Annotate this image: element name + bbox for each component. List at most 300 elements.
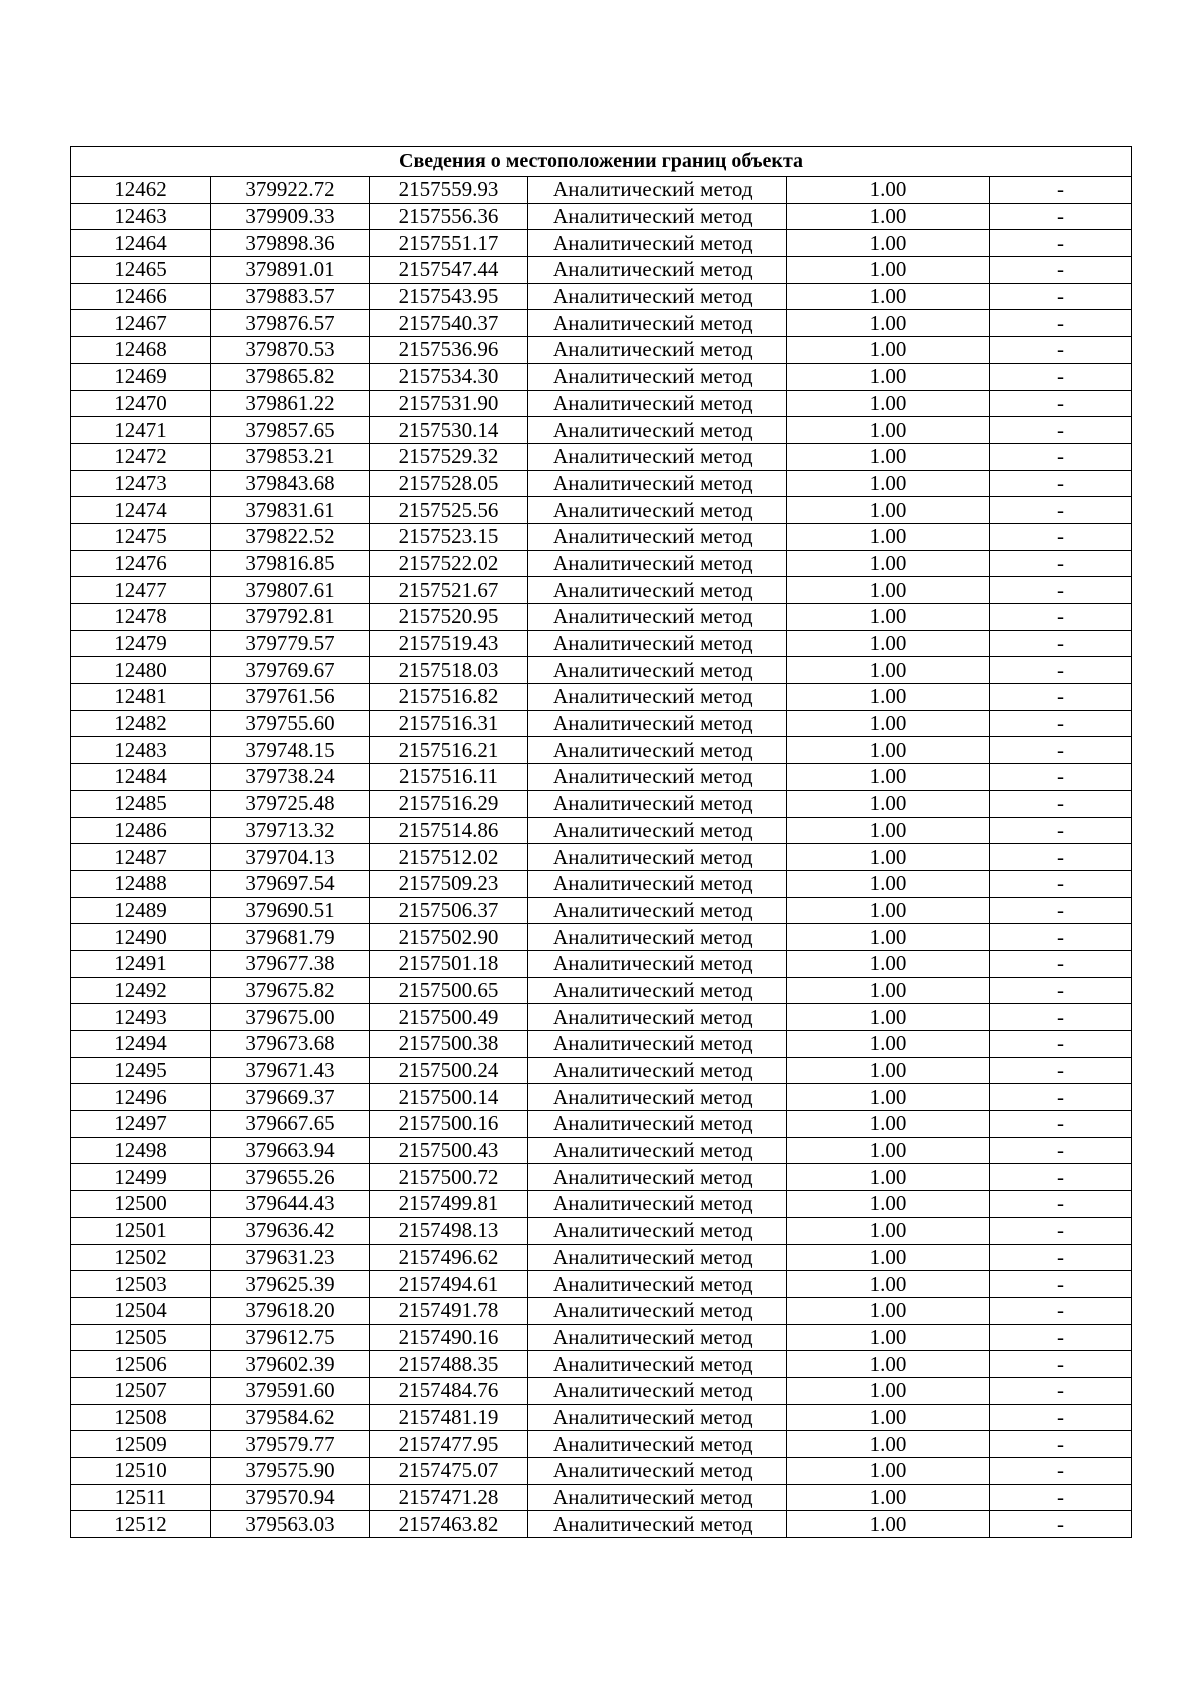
point-number-cell: 12462 <box>71 177 211 204</box>
x-coordinate-cell: 379725.48 <box>211 790 370 817</box>
description-cell: - <box>990 443 1132 470</box>
point-number-cell: 12485 <box>71 790 211 817</box>
x-coordinate-cell: 379675.00 <box>211 1004 370 1031</box>
method-cell: Аналитический метод <box>528 1217 787 1244</box>
x-coordinate-cell: 379704.13 <box>211 844 370 871</box>
y-coordinate-cell: 2157500.24 <box>370 1057 528 1084</box>
x-coordinate-cell: 379584.62 <box>211 1404 370 1431</box>
description-cell: - <box>990 1084 1132 1111</box>
description-cell: - <box>990 390 1132 417</box>
x-coordinate-cell: 379655.26 <box>211 1164 370 1191</box>
description-cell: - <box>990 1404 1132 1431</box>
point-number-cell: 12493 <box>71 1004 211 1031</box>
table-title-row <box>71 147 1132 177</box>
y-coordinate-cell: 2157500.49 <box>370 1004 528 1031</box>
accuracy-cell: 1.00 <box>787 443 990 470</box>
y-coordinate-cell: 2157530.14 <box>370 417 528 444</box>
accuracy-cell: 1.00 <box>787 1191 990 1218</box>
description-cell: - <box>990 710 1132 737</box>
y-coordinate-cell: 2157523.15 <box>370 523 528 550</box>
accuracy-cell: 1.00 <box>787 737 990 764</box>
point-number-cell: 12463 <box>71 203 211 230</box>
table-row <box>71 390 1132 417</box>
y-coordinate-cell: 2157500.16 <box>370 1111 528 1138</box>
y-coordinate-cell: 2157519.43 <box>370 630 528 657</box>
point-number-cell: 12491 <box>71 950 211 977</box>
method-cell: Аналитический метод <box>528 1458 787 1485</box>
table-row <box>71 363 1132 390</box>
x-coordinate-cell: 379602.39 <box>211 1351 370 1378</box>
table-row <box>71 790 1132 817</box>
y-coordinate-cell: 2157500.65 <box>370 977 528 1004</box>
table-row <box>71 1137 1132 1164</box>
accuracy-cell: 1.00 <box>787 177 990 204</box>
table-row <box>71 257 1132 284</box>
y-coordinate-cell: 2157551.17 <box>370 230 528 257</box>
y-coordinate-cell: 2157500.14 <box>370 1084 528 1111</box>
method-cell: Аналитический метод <box>528 790 787 817</box>
accuracy-cell: 1.00 <box>787 1057 990 1084</box>
description-cell: - <box>990 1511 1132 1538</box>
description-cell: - <box>990 870 1132 897</box>
table-row <box>71 1271 1132 1298</box>
x-coordinate-cell: 379591.60 <box>211 1377 370 1404</box>
method-cell: Аналитический метод <box>528 177 787 204</box>
description-cell: - <box>990 177 1132 204</box>
point-number-cell: 12486 <box>71 817 211 844</box>
accuracy-cell: 1.00 <box>787 604 990 631</box>
method-cell: Аналитический метод <box>528 1351 787 1378</box>
accuracy-cell: 1.00 <box>787 870 990 897</box>
y-coordinate-cell: 2157500.43 <box>370 1137 528 1164</box>
accuracy-cell: 1.00 <box>787 1004 990 1031</box>
point-number-cell: 12473 <box>71 470 211 497</box>
y-coordinate-cell: 2157471.28 <box>370 1484 528 1511</box>
accuracy-cell: 1.00 <box>787 1111 990 1138</box>
accuracy-cell: 1.00 <box>787 1351 990 1378</box>
table-row <box>71 897 1132 924</box>
description-cell: - <box>990 1244 1132 1271</box>
table-row <box>71 737 1132 764</box>
table-row <box>71 1511 1132 1538</box>
accuracy-cell: 1.00 <box>787 1164 990 1191</box>
description-cell: - <box>990 1484 1132 1511</box>
description-cell: - <box>990 1137 1132 1164</box>
description-cell: - <box>990 630 1132 657</box>
point-number-cell: 12497 <box>71 1111 211 1138</box>
description-cell: - <box>990 283 1132 310</box>
table-row <box>71 337 1132 364</box>
description-cell: - <box>990 737 1132 764</box>
method-cell: Аналитический метод <box>528 684 787 711</box>
method-cell: Аналитический метод <box>528 817 787 844</box>
x-coordinate-cell: 379883.57 <box>211 283 370 310</box>
method-cell: Аналитический метод <box>528 443 787 470</box>
point-number-cell: 12465 <box>71 257 211 284</box>
accuracy-cell: 1.00 <box>787 1511 990 1538</box>
x-coordinate-cell: 379675.82 <box>211 977 370 1004</box>
point-number-cell: 12487 <box>71 844 211 871</box>
x-coordinate-cell: 379748.15 <box>211 737 370 764</box>
description-cell: - <box>990 1217 1132 1244</box>
x-coordinate-cell: 379669.37 <box>211 1084 370 1111</box>
point-number-cell: 12505 <box>71 1324 211 1351</box>
description-cell: - <box>990 203 1132 230</box>
x-coordinate-cell: 379857.65 <box>211 417 370 444</box>
point-number-cell: 12490 <box>71 924 211 951</box>
accuracy-cell: 1.00 <box>787 897 990 924</box>
point-number-cell: 12511 <box>71 1484 211 1511</box>
method-cell: Аналитический метод <box>528 1191 787 1218</box>
table-row <box>71 177 1132 204</box>
x-coordinate-cell: 379807.61 <box>211 577 370 604</box>
table-row <box>71 870 1132 897</box>
point-number-cell: 12509 <box>71 1431 211 1458</box>
method-cell: Аналитический метод <box>528 870 787 897</box>
accuracy-cell: 1.00 <box>787 257 990 284</box>
y-coordinate-cell: 2157529.32 <box>370 443 528 470</box>
y-coordinate-cell: 2157516.21 <box>370 737 528 764</box>
description-cell: - <box>990 1271 1132 1298</box>
y-coordinate-cell: 2157498.13 <box>370 1217 528 1244</box>
y-coordinate-cell: 2157475.07 <box>370 1458 528 1485</box>
x-coordinate-cell: 379677.38 <box>211 950 370 977</box>
method-cell: Аналитический метод <box>528 523 787 550</box>
accuracy-cell: 1.00 <box>787 790 990 817</box>
table-row <box>71 630 1132 657</box>
accuracy-cell: 1.00 <box>787 310 990 337</box>
accuracy-cell: 1.00 <box>787 1297 990 1324</box>
point-number-cell: 12464 <box>71 230 211 257</box>
description-cell: - <box>990 310 1132 337</box>
y-coordinate-cell: 2157547.44 <box>370 257 528 284</box>
description-cell: - <box>990 817 1132 844</box>
method-cell: Аналитический метод <box>528 1084 787 1111</box>
accuracy-cell: 1.00 <box>787 1431 990 1458</box>
y-coordinate-cell: 2157490.16 <box>370 1324 528 1351</box>
point-number-cell: 12467 <box>71 310 211 337</box>
method-cell: Аналитический метод <box>528 1324 787 1351</box>
x-coordinate-cell: 379663.94 <box>211 1137 370 1164</box>
x-coordinate-cell: 379673.68 <box>211 1031 370 1058</box>
y-coordinate-cell: 2157516.29 <box>370 790 528 817</box>
x-coordinate-cell: 379792.81 <box>211 604 370 631</box>
x-coordinate-cell: 379713.32 <box>211 817 370 844</box>
description-cell: - <box>990 257 1132 284</box>
point-number-cell: 12512 <box>71 1511 211 1538</box>
y-coordinate-cell: 2157536.96 <box>370 337 528 364</box>
x-coordinate-cell: 379575.90 <box>211 1458 370 1485</box>
table-row <box>71 1191 1132 1218</box>
y-coordinate-cell: 2157502.90 <box>370 924 528 951</box>
description-cell: - <box>990 1164 1132 1191</box>
accuracy-cell: 1.00 <box>787 1404 990 1431</box>
accuracy-cell: 1.00 <box>787 337 990 364</box>
y-coordinate-cell: 2157494.61 <box>370 1271 528 1298</box>
x-coordinate-cell: 379816.85 <box>211 550 370 577</box>
point-number-cell: 12468 <box>71 337 211 364</box>
accuracy-cell: 1.00 <box>787 523 990 550</box>
method-cell: Аналитический метод <box>528 844 787 871</box>
method-cell: Аналитический метод <box>528 1137 787 1164</box>
accuracy-cell: 1.00 <box>787 1324 990 1351</box>
method-cell: Аналитический метод <box>528 203 787 230</box>
description-cell: - <box>990 764 1132 791</box>
x-coordinate-cell: 379631.23 <box>211 1244 370 1271</box>
method-cell: Аналитический метод <box>528 1431 787 1458</box>
method-cell: Аналитический метод <box>528 1031 787 1058</box>
table-row <box>71 1004 1132 1031</box>
point-number-cell: 12489 <box>71 897 211 924</box>
table-row <box>71 1111 1132 1138</box>
y-coordinate-cell: 2157525.56 <box>370 497 528 524</box>
point-number-cell: 12478 <box>71 604 211 631</box>
x-coordinate-cell: 379681.79 <box>211 924 370 951</box>
y-coordinate-cell: 2157518.03 <box>370 657 528 684</box>
accuracy-cell: 1.00 <box>787 230 990 257</box>
table-row <box>71 230 1132 257</box>
accuracy-cell: 1.00 <box>787 924 990 951</box>
accuracy-cell: 1.00 <box>787 470 990 497</box>
description-cell: - <box>990 1297 1132 1324</box>
accuracy-cell: 1.00 <box>787 1084 990 1111</box>
accuracy-cell: 1.00 <box>787 1484 990 1511</box>
accuracy-cell: 1.00 <box>787 657 990 684</box>
y-coordinate-cell: 2157477.95 <box>370 1431 528 1458</box>
accuracy-cell: 1.00 <box>787 1137 990 1164</box>
y-coordinate-cell: 2157484.76 <box>370 1377 528 1404</box>
accuracy-cell: 1.00 <box>787 764 990 791</box>
accuracy-cell: 1.00 <box>787 1244 990 1271</box>
y-coordinate-cell: 2157559.93 <box>370 177 528 204</box>
method-cell: Аналитический метод <box>528 630 787 657</box>
point-number-cell: 12508 <box>71 1404 211 1431</box>
method-cell: Аналитический метод <box>528 1511 787 1538</box>
accuracy-cell: 1.00 <box>787 950 990 977</box>
accuracy-cell: 1.00 <box>787 977 990 1004</box>
point-number-cell: 12499 <box>71 1164 211 1191</box>
point-number-cell: 12482 <box>71 710 211 737</box>
x-coordinate-cell: 379755.60 <box>211 710 370 737</box>
x-coordinate-cell: 379625.39 <box>211 1271 370 1298</box>
description-cell: - <box>990 897 1132 924</box>
table-row <box>71 710 1132 737</box>
y-coordinate-cell: 2157491.78 <box>370 1297 528 1324</box>
description-cell: - <box>990 1351 1132 1378</box>
accuracy-cell: 1.00 <box>787 817 990 844</box>
accuracy-cell: 1.00 <box>787 283 990 310</box>
y-coordinate-cell: 2157514.86 <box>370 817 528 844</box>
y-coordinate-cell: 2157521.67 <box>370 577 528 604</box>
x-coordinate-cell: 379861.22 <box>211 390 370 417</box>
y-coordinate-cell: 2157520.95 <box>370 604 528 631</box>
x-coordinate-cell: 379870.53 <box>211 337 370 364</box>
point-number-cell: 12469 <box>71 363 211 390</box>
description-cell: - <box>990 577 1132 604</box>
table-row <box>71 1217 1132 1244</box>
point-number-cell: 12476 <box>71 550 211 577</box>
y-coordinate-cell: 2157516.11 <box>370 764 528 791</box>
table-row <box>71 844 1132 871</box>
y-coordinate-cell: 2157543.95 <box>370 283 528 310</box>
table-row <box>71 1404 1132 1431</box>
x-coordinate-cell: 379865.82 <box>211 363 370 390</box>
method-cell: Аналитический метод <box>528 283 787 310</box>
y-coordinate-cell: 2157496.62 <box>370 1244 528 1271</box>
point-number-cell: 12494 <box>71 1031 211 1058</box>
table-row <box>71 497 1132 524</box>
description-cell: - <box>990 550 1132 577</box>
description-cell: - <box>990 1031 1132 1058</box>
description-cell: - <box>990 363 1132 390</box>
accuracy-cell: 1.00 <box>787 390 990 417</box>
x-coordinate-cell: 379738.24 <box>211 764 370 791</box>
point-number-cell: 12471 <box>71 417 211 444</box>
table-row <box>71 1244 1132 1271</box>
method-cell: Аналитический метод <box>528 363 787 390</box>
x-coordinate-cell: 379922.72 <box>211 177 370 204</box>
method-cell: Аналитический метод <box>528 257 787 284</box>
y-coordinate-cell: 2157528.05 <box>370 470 528 497</box>
accuracy-cell: 1.00 <box>787 1217 990 1244</box>
point-number-cell: 12498 <box>71 1137 211 1164</box>
description-cell: - <box>990 497 1132 524</box>
y-coordinate-cell: 2157522.02 <box>370 550 528 577</box>
table-row <box>71 1031 1132 1058</box>
x-coordinate-cell: 379644.43 <box>211 1191 370 1218</box>
table-row <box>71 1458 1132 1485</box>
x-coordinate-cell: 379570.94 <box>211 1484 370 1511</box>
description-cell: - <box>990 337 1132 364</box>
method-cell: Аналитический метод <box>528 1244 787 1271</box>
y-coordinate-cell: 2157488.35 <box>370 1351 528 1378</box>
x-coordinate-cell: 379843.68 <box>211 470 370 497</box>
description-cell: - <box>990 1004 1132 1031</box>
y-coordinate-cell: 2157481.19 <box>370 1404 528 1431</box>
description-cell: - <box>990 523 1132 550</box>
method-cell: Аналитический метод <box>528 924 787 951</box>
y-coordinate-cell: 2157509.23 <box>370 870 528 897</box>
method-cell: Аналитический метод <box>528 1004 787 1031</box>
method-cell: Аналитический метод <box>528 1111 787 1138</box>
x-coordinate-cell: 379891.01 <box>211 257 370 284</box>
point-number-cell: 12470 <box>71 390 211 417</box>
description-cell: - <box>990 684 1132 711</box>
point-number-cell: 12503 <box>71 1271 211 1298</box>
point-number-cell: 12492 <box>71 977 211 1004</box>
accuracy-cell: 1.00 <box>787 1458 990 1485</box>
point-number-cell: 12480 <box>71 657 211 684</box>
method-cell: Аналитический метод <box>528 710 787 737</box>
description-cell: - <box>990 844 1132 871</box>
table-row <box>71 283 1132 310</box>
method-cell: Аналитический метод <box>528 230 787 257</box>
method-cell: Аналитический метод <box>528 657 787 684</box>
method-cell: Аналитический метод <box>528 497 787 524</box>
table-row <box>71 1084 1132 1111</box>
y-coordinate-cell: 2157506.37 <box>370 897 528 924</box>
accuracy-cell: 1.00 <box>787 363 990 390</box>
description-cell: - <box>990 417 1132 444</box>
table-row <box>71 924 1132 951</box>
y-coordinate-cell: 2157531.90 <box>370 390 528 417</box>
accuracy-cell: 1.00 <box>787 1031 990 1058</box>
method-cell: Аналитический метод <box>528 390 787 417</box>
y-coordinate-cell: 2157540.37 <box>370 310 528 337</box>
table-title: Сведения о местоположении границ объекта <box>71 147 1132 177</box>
method-cell: Аналитический метод <box>528 310 787 337</box>
y-coordinate-cell: 2157516.82 <box>370 684 528 711</box>
description-cell: - <box>990 1458 1132 1485</box>
method-cell: Аналитический метод <box>528 977 787 1004</box>
accuracy-cell: 1.00 <box>787 844 990 871</box>
method-cell: Аналитический метод <box>528 337 787 364</box>
point-number-cell: 12502 <box>71 1244 211 1271</box>
point-number-cell: 12504 <box>71 1297 211 1324</box>
table-row <box>71 470 1132 497</box>
x-coordinate-cell: 379612.75 <box>211 1324 370 1351</box>
method-cell: Аналитический метод <box>528 1057 787 1084</box>
description-cell: - <box>990 1111 1132 1138</box>
table-row <box>71 1484 1132 1511</box>
point-number-cell: 12501 <box>71 1217 211 1244</box>
table-row <box>71 417 1132 444</box>
table-row <box>71 817 1132 844</box>
y-coordinate-cell: 2157500.72 <box>370 1164 528 1191</box>
y-coordinate-cell: 2157501.18 <box>370 950 528 977</box>
method-cell: Аналитический метод <box>528 1271 787 1298</box>
accuracy-cell: 1.00 <box>787 1271 990 1298</box>
x-coordinate-cell: 379831.61 <box>211 497 370 524</box>
point-number-cell: 12474 <box>71 497 211 524</box>
table-body <box>71 177 1132 1538</box>
point-number-cell: 12500 <box>71 1191 211 1218</box>
description-cell: - <box>990 604 1132 631</box>
y-coordinate-cell: 2157499.81 <box>370 1191 528 1218</box>
table-row <box>71 523 1132 550</box>
y-coordinate-cell: 2157512.02 <box>370 844 528 871</box>
method-cell: Аналитический метод <box>528 577 787 604</box>
description-cell: - <box>990 1191 1132 1218</box>
table-row <box>71 1164 1132 1191</box>
boundary-coordinates-table <box>70 146 1132 1538</box>
description-cell: - <box>990 1431 1132 1458</box>
x-coordinate-cell: 379876.57 <box>211 310 370 337</box>
x-coordinate-cell: 379909.33 <box>211 203 370 230</box>
accuracy-cell: 1.00 <box>787 417 990 444</box>
accuracy-cell: 1.00 <box>787 684 990 711</box>
accuracy-cell: 1.00 <box>787 1377 990 1404</box>
point-number-cell: 12481 <box>71 684 211 711</box>
description-cell: - <box>990 1324 1132 1351</box>
table-row <box>71 950 1132 977</box>
x-coordinate-cell: 379618.20 <box>211 1297 370 1324</box>
table-row <box>71 684 1132 711</box>
point-number-cell: 12507 <box>71 1377 211 1404</box>
method-cell: Аналитический метод <box>528 1297 787 1324</box>
x-coordinate-cell: 379671.43 <box>211 1057 370 1084</box>
description-cell: - <box>990 790 1132 817</box>
x-coordinate-cell: 379853.21 <box>211 443 370 470</box>
method-cell: Аналитический метод <box>528 950 787 977</box>
description-cell: - <box>990 1377 1132 1404</box>
point-number-cell: 12477 <box>71 577 211 604</box>
x-coordinate-cell: 379579.77 <box>211 1431 370 1458</box>
method-cell: Аналитический метод <box>528 1484 787 1511</box>
table-row <box>71 1351 1132 1378</box>
method-cell: Аналитический метод <box>528 550 787 577</box>
y-coordinate-cell: 2157534.30 <box>370 363 528 390</box>
